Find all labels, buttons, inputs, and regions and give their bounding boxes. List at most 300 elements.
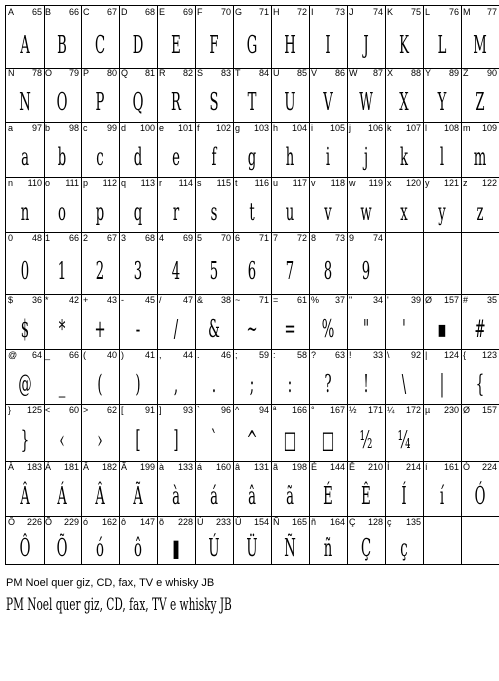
- glyph-label: [83, 295, 117, 306]
- glyph-sample: $: [20, 315, 30, 343]
- glyph-cell: [233, 461, 272, 517]
- glyph-code: 229: [63, 517, 79, 527]
- glyph-sample: ½: [359, 426, 373, 454]
- glyph-char: o: [45, 178, 51, 188]
- glyph-sample: 8: [323, 257, 333, 285]
- glyph-sample: s: [210, 198, 218, 226]
- glyph-cell: [385, 122, 424, 178]
- glyph-sample: [432, 532, 453, 564]
- glyph-code: 233: [215, 517, 231, 527]
- glyph-code: 96: [220, 405, 231, 415]
- glyph-char: u: [273, 178, 279, 188]
- glyph-code: 81: [144, 68, 155, 78]
- glyph-code: 103: [253, 123, 269, 133]
- glyph-sample: {: [475, 370, 485, 398]
- glyph-cell: [385, 177, 424, 233]
- glyph-char: V: [311, 68, 318, 78]
- glyph-char: G: [235, 7, 243, 17]
- glyph-code: 63: [334, 350, 345, 360]
- glyph-sample: ›: [97, 426, 103, 454]
- glyph-sample: W: [359, 88, 373, 116]
- glyph-sample: Z: [475, 88, 485, 116]
- glyph-char: l: [425, 123, 427, 133]
- glyph-label: [121, 68, 155, 79]
- glyph-sample: V: [323, 88, 333, 116]
- glyph-sample: í: [439, 482, 445, 510]
- glyph-label: [159, 123, 193, 134]
- glyph-code: 106: [367, 123, 383, 133]
- glyph-cell: [385, 294, 424, 350]
- glyph-sample: !: [363, 370, 369, 398]
- glyph-cell: [423, 349, 462, 405]
- glyph-cell: [423, 5, 462, 69]
- glyph-label: [463, 405, 497, 416]
- glyph-cell: [119, 294, 158, 350]
- glyph-sample: O: [56, 88, 68, 116]
- glyph-cell: [461, 461, 499, 517]
- glyph-sample: Ç: [360, 534, 372, 562]
- glyph-cell: [43, 404, 82, 462]
- glyph-code: 60: [68, 405, 79, 415]
- glyph-char: X: [387, 68, 394, 78]
- glyph-label: [311, 295, 345, 306]
- glyph-cell: [43, 349, 82, 405]
- glyph-code: 70: [220, 7, 231, 17]
- glyph-cell: [81, 67, 120, 123]
- glyph-label: [349, 178, 383, 189]
- glyph-sample: [432, 248, 453, 294]
- glyph-label: [197, 233, 231, 244]
- glyph-cell: [119, 461, 158, 517]
- glyph-cell: [43, 461, 82, 517]
- glyph-label: [8, 295, 42, 306]
- glyph-cell: [309, 5, 348, 69]
- glyph-sample: p: [95, 198, 105, 226]
- glyph-sample: Q: [132, 88, 144, 116]
- glyph-code: 105: [329, 123, 345, 133]
- glyph-code: 47: [182, 295, 193, 305]
- glyph-char: µ: [425, 405, 431, 415]
- glyph-code: 100: [139, 123, 155, 133]
- glyph-cell: [309, 404, 348, 462]
- glyph-cell: [195, 67, 234, 123]
- glyph-code: 128: [367, 517, 383, 527]
- glyph-label: [387, 462, 421, 473]
- glyph-code: 89: [448, 68, 459, 78]
- glyph-char: s: [197, 178, 202, 188]
- glyph-sample: L: [437, 31, 447, 59]
- glyph-cell: [195, 516, 234, 565]
- glyph-cell: [309, 67, 348, 123]
- sample-text-font: PM Noel quer giz, CD, fax, TV e whisky JB: [6, 595, 232, 615]
- glyph-char: b: [45, 123, 51, 133]
- glyph-char: v: [311, 178, 316, 188]
- glyph-cell: [195, 177, 234, 233]
- glyph-cell: [271, 5, 310, 69]
- glyph-label: [121, 123, 155, 134]
- glyph-code: 108: [443, 123, 459, 133]
- glyph-sample: x: [400, 198, 408, 226]
- glyph-char: %: [311, 295, 320, 305]
- glyph-char: :: [273, 350, 276, 360]
- glyph-sample: z: [476, 198, 484, 226]
- glyph-cell: [309, 461, 348, 517]
- glyph-cell: [43, 177, 82, 233]
- glyph-char: T: [235, 68, 241, 78]
- glyph-label: [197, 178, 231, 189]
- glyph-char: }: [8, 405, 12, 415]
- glyph-label: [45, 462, 79, 473]
- glyph-label: [311, 178, 345, 189]
- glyph-cell: [233, 122, 272, 178]
- glyph-cell: [157, 516, 196, 565]
- glyph-label: [83, 7, 117, 18]
- glyph-char: ¼: [387, 405, 395, 415]
- glyph-label: [311, 123, 345, 134]
- glyph-char: 6: [235, 233, 241, 243]
- glyph-label: [8, 517, 42, 528]
- glyph-code: 39: [410, 295, 421, 305]
- glyph-char: C: [83, 7, 90, 17]
- glyph-label: [8, 123, 42, 134]
- glyph-label: [235, 233, 269, 244]
- glyph-cell: [271, 404, 310, 462]
- glyph-label: [197, 123, 231, 134]
- glyph-code: 124: [443, 350, 459, 360]
- glyph-label: [235, 178, 269, 189]
- glyph-label: [463, 123, 497, 134]
- glyph-code: 120: [405, 178, 421, 188]
- glyph-sample: □: [283, 426, 297, 454]
- glyph-code: 147: [139, 517, 155, 527]
- glyph-label: [83, 462, 117, 473]
- glyph-char: j: [349, 123, 351, 133]
- glyph-char: 3: [121, 233, 127, 243]
- glyph-cell: [271, 122, 310, 178]
- glyph-char: S: [197, 68, 204, 78]
- glyph-cell: [461, 232, 499, 295]
- glyph-sample: |: [439, 370, 445, 398]
- glyph-code: 171: [367, 405, 383, 415]
- glyph-label: [463, 68, 497, 79]
- glyph-sample: #: [474, 315, 486, 343]
- glyph-sample: `: [210, 426, 218, 454]
- glyph-char: 7: [273, 233, 279, 243]
- glyph-cell: [385, 349, 424, 405]
- glyph-char: Â: [83, 462, 90, 472]
- glyph-label: [273, 233, 307, 244]
- glyph-char: /: [159, 295, 162, 305]
- glyph-label: [197, 295, 231, 306]
- glyph-sample: G: [246, 31, 258, 59]
- glyph-sample: Ó: [474, 482, 486, 510]
- glyph-char: K: [387, 7, 394, 17]
- glyph-char: ñ: [311, 517, 317, 527]
- glyph-code: 64: [31, 350, 42, 360]
- glyph-sample: [: [135, 426, 141, 454]
- glyph-label: [387, 123, 421, 134]
- glyph-code: 72: [296, 7, 307, 17]
- glyph-code: 182: [101, 462, 117, 472]
- glyph-code: 135: [405, 517, 421, 527]
- glyph-label: [159, 295, 193, 306]
- glyph-sample: ;: [249, 370, 255, 398]
- glyph-label: [45, 123, 79, 134]
- glyph-sample: %: [321, 315, 335, 343]
- glyph-sample: [470, 532, 491, 564]
- glyph-label: [8, 7, 42, 18]
- glyph-code: 90: [486, 68, 497, 78]
- glyph-code: 66: [68, 350, 79, 360]
- glyph-sample: a: [21, 143, 29, 171]
- glyph-label: [45, 7, 79, 18]
- glyph-sample: [470, 420, 491, 461]
- glyph-char: g: [235, 123, 241, 133]
- glyph-sample: B: [57, 31, 67, 59]
- glyph-char: ã: [273, 462, 279, 472]
- glyph-char: ": [349, 295, 353, 305]
- glyph-sample: Á: [57, 482, 67, 510]
- glyph-sample: S: [209, 88, 219, 116]
- glyph-char: À: [8, 462, 15, 472]
- glyph-cell: [81, 516, 120, 565]
- glyph-code: 88: [410, 68, 421, 78]
- glyph-char: 2: [83, 233, 89, 243]
- glyph-char: D: [121, 7, 128, 17]
- glyph-char: =: [273, 295, 279, 305]
- glyph-char: ç: [387, 517, 392, 527]
- glyph-label: [8, 350, 42, 361]
- glyph-sample: ?: [324, 370, 332, 398]
- glyph-sample: y: [438, 198, 446, 226]
- glyph-sample: Ô: [19, 534, 31, 562]
- glyph-sample: 9: [361, 257, 371, 285]
- glyph-code: 157: [481, 405, 497, 415]
- glyph-cell: [385, 232, 424, 295]
- glyph-label: [349, 350, 383, 361]
- glyph-cell: [385, 516, 424, 565]
- glyph-cell: [461, 349, 499, 405]
- glyph-cell: [461, 516, 499, 565]
- glyph-char: $: [8, 295, 14, 305]
- glyph-code: 84: [258, 68, 269, 78]
- glyph-sample: ▮: [172, 534, 180, 562]
- glyph-sample: r: [172, 198, 180, 226]
- glyph-sample: ñ: [323, 534, 333, 562]
- glyph-label: [387, 517, 421, 528]
- glyph-label: [45, 68, 79, 79]
- glyph-sample: T: [247, 88, 257, 116]
- glyph-label: [45, 350, 79, 361]
- glyph-label: [197, 405, 231, 416]
- glyph-sample: Ñ: [284, 534, 296, 562]
- glyph-cell: [233, 177, 272, 233]
- glyph-label: [197, 517, 231, 528]
- glyph-char: Ê: [349, 462, 356, 472]
- glyph-cell: [195, 294, 234, 350]
- glyph-sample: ^: [246, 426, 258, 454]
- glyph-code: 181: [63, 462, 79, 472]
- glyph-label: [235, 405, 269, 416]
- glyph-char: ~: [235, 295, 241, 305]
- glyph-sample: ▪: [437, 315, 447, 343]
- glyph-code: 71: [258, 295, 269, 305]
- glyph-cell: [81, 177, 120, 233]
- sample-text-plain: PM Noel quer giz, CD, fax, TV e whisky JB: [6, 577, 215, 589]
- glyph-code: 160: [215, 462, 231, 472]
- glyph-cell: [119, 516, 158, 565]
- glyph-sample: +: [94, 315, 106, 343]
- glyph-code: 214: [405, 462, 421, 472]
- glyph-cell: [347, 404, 386, 462]
- glyph-cell: [461, 122, 499, 178]
- glyph-code: 167: [329, 405, 345, 415]
- glyph-char: à: [159, 462, 165, 472]
- glyph-cell: [233, 5, 272, 69]
- glyph-code: 133: [177, 462, 193, 472]
- glyph-label: [83, 517, 117, 528]
- glyph-code: 199: [139, 462, 155, 472]
- glyph-cell: [157, 404, 196, 462]
- glyph-cell: [43, 232, 82, 295]
- glyph-char: á: [197, 462, 203, 472]
- glyph-sample: ]: [173, 426, 179, 454]
- glyph-cell: [461, 5, 499, 69]
- glyph-cell: [5, 349, 45, 405]
- glyph-code: 119: [368, 178, 383, 188]
- glyph-sample: ¼: [397, 426, 411, 454]
- glyph-sample: ç: [400, 534, 408, 562]
- glyph-char: [: [121, 405, 124, 415]
- glyph-label: [311, 462, 345, 473]
- glyph-cell: [157, 232, 196, 295]
- glyph-label: [349, 517, 383, 528]
- glyph-char: 4: [159, 233, 165, 243]
- glyph-sample: ": [362, 315, 370, 343]
- glyph-sample: □: [321, 426, 335, 454]
- glyph-cell: [5, 461, 45, 517]
- glyph-cell: [119, 177, 158, 233]
- glyph-label: [83, 233, 117, 244]
- glyph-char: q: [121, 178, 127, 188]
- glyph-sample: A: [20, 31, 30, 59]
- glyph-cell: [119, 5, 158, 69]
- glyph-code: 165: [291, 517, 307, 527]
- glyph-sample: J: [363, 31, 369, 59]
- glyph-char: a: [8, 123, 14, 133]
- glyph-label: [425, 350, 459, 361]
- glyph-cell: [309, 122, 348, 178]
- glyph-code: 77: [486, 7, 497, 17]
- glyph-code: 58: [296, 350, 307, 360]
- glyph-code: 82: [182, 68, 193, 78]
- glyph-sample: i: [325, 143, 331, 171]
- glyph-char: Ç: [349, 517, 356, 527]
- glyph-sample: Ú: [208, 534, 220, 562]
- glyph-sample: 6: [247, 257, 257, 285]
- glyph-cell: [233, 294, 272, 350]
- glyph-cell: [43, 294, 82, 350]
- glyph-char: y: [425, 178, 430, 188]
- glyph-code: 110: [27, 178, 42, 188]
- glyph-sample: H: [284, 31, 296, 59]
- glyph-cell: [347, 294, 386, 350]
- glyph-code: 48: [31, 233, 42, 243]
- glyph-char: -: [121, 295, 124, 305]
- glyph-code: 162: [101, 517, 117, 527]
- glyph-sample: 1: [57, 257, 67, 285]
- glyph-cell: [423, 294, 462, 350]
- glyph-sample: F: [209, 31, 219, 59]
- glyph-char: r: [159, 178, 162, 188]
- glyph-code: 121: [443, 178, 459, 188]
- glyph-cell: [461, 294, 499, 350]
- glyph-cell: [271, 232, 310, 295]
- glyph-sample: d: [133, 143, 143, 171]
- glyph-char: ,: [159, 350, 162, 360]
- glyph-char: 8: [311, 233, 317, 243]
- glyph-char: z: [463, 178, 468, 188]
- glyph-cell: [43, 5, 82, 69]
- glyph-char: ?: [311, 350, 317, 360]
- glyph-char: p: [83, 178, 89, 188]
- glyph-label: [311, 233, 345, 244]
- glyph-label: [159, 350, 193, 361]
- glyph-cell: [347, 232, 386, 295]
- glyph-sample: ó: [96, 534, 104, 562]
- glyph-char: R: [159, 68, 166, 78]
- glyph-code: 113: [140, 178, 155, 188]
- glyph-char: E: [159, 7, 166, 17]
- glyph-label: [425, 7, 459, 18]
- glyph-code: 78: [31, 68, 42, 78]
- glyph-label: [235, 350, 269, 361]
- glyph-code: 123: [481, 350, 497, 360]
- glyph-code: 38: [220, 295, 231, 305]
- glyph-char: A: [8, 7, 15, 17]
- glyph-char: *: [45, 295, 49, 305]
- glyph-sample: Â: [95, 482, 105, 510]
- glyph-cell: [119, 404, 158, 462]
- glyph-label: [45, 178, 79, 189]
- glyph-sample: -: [135, 315, 141, 343]
- glyph-char: f: [197, 123, 200, 133]
- glyph-label: [235, 295, 269, 306]
- glyph-sample: l: [439, 143, 445, 171]
- glyph-code: 42: [68, 295, 79, 305]
- glyph-cell: [81, 122, 120, 178]
- glyph-char: Z: [463, 68, 469, 78]
- glyph-char: Y: [425, 68, 432, 78]
- glyph-char: n: [8, 178, 14, 188]
- glyph-label: [235, 7, 269, 18]
- glyph-cell: [423, 404, 462, 462]
- glyph-label: [121, 405, 155, 416]
- glyph-sample: /: [173, 315, 179, 343]
- glyph-cell: [119, 122, 158, 178]
- glyph-sample: ): [135, 370, 141, 398]
- glyph-cell: [233, 349, 272, 405]
- glyph-char: Q: [121, 68, 129, 78]
- glyph-code: 61: [296, 295, 307, 305]
- glyph-label: [311, 7, 345, 18]
- glyph-cell: [5, 177, 45, 233]
- glyph-code: 68: [144, 7, 155, 17]
- glyph-cell: [119, 67, 158, 123]
- glyph-label: [273, 178, 307, 189]
- glyph-label: [159, 7, 193, 18]
- glyph-sample: 0: [20, 257, 30, 285]
